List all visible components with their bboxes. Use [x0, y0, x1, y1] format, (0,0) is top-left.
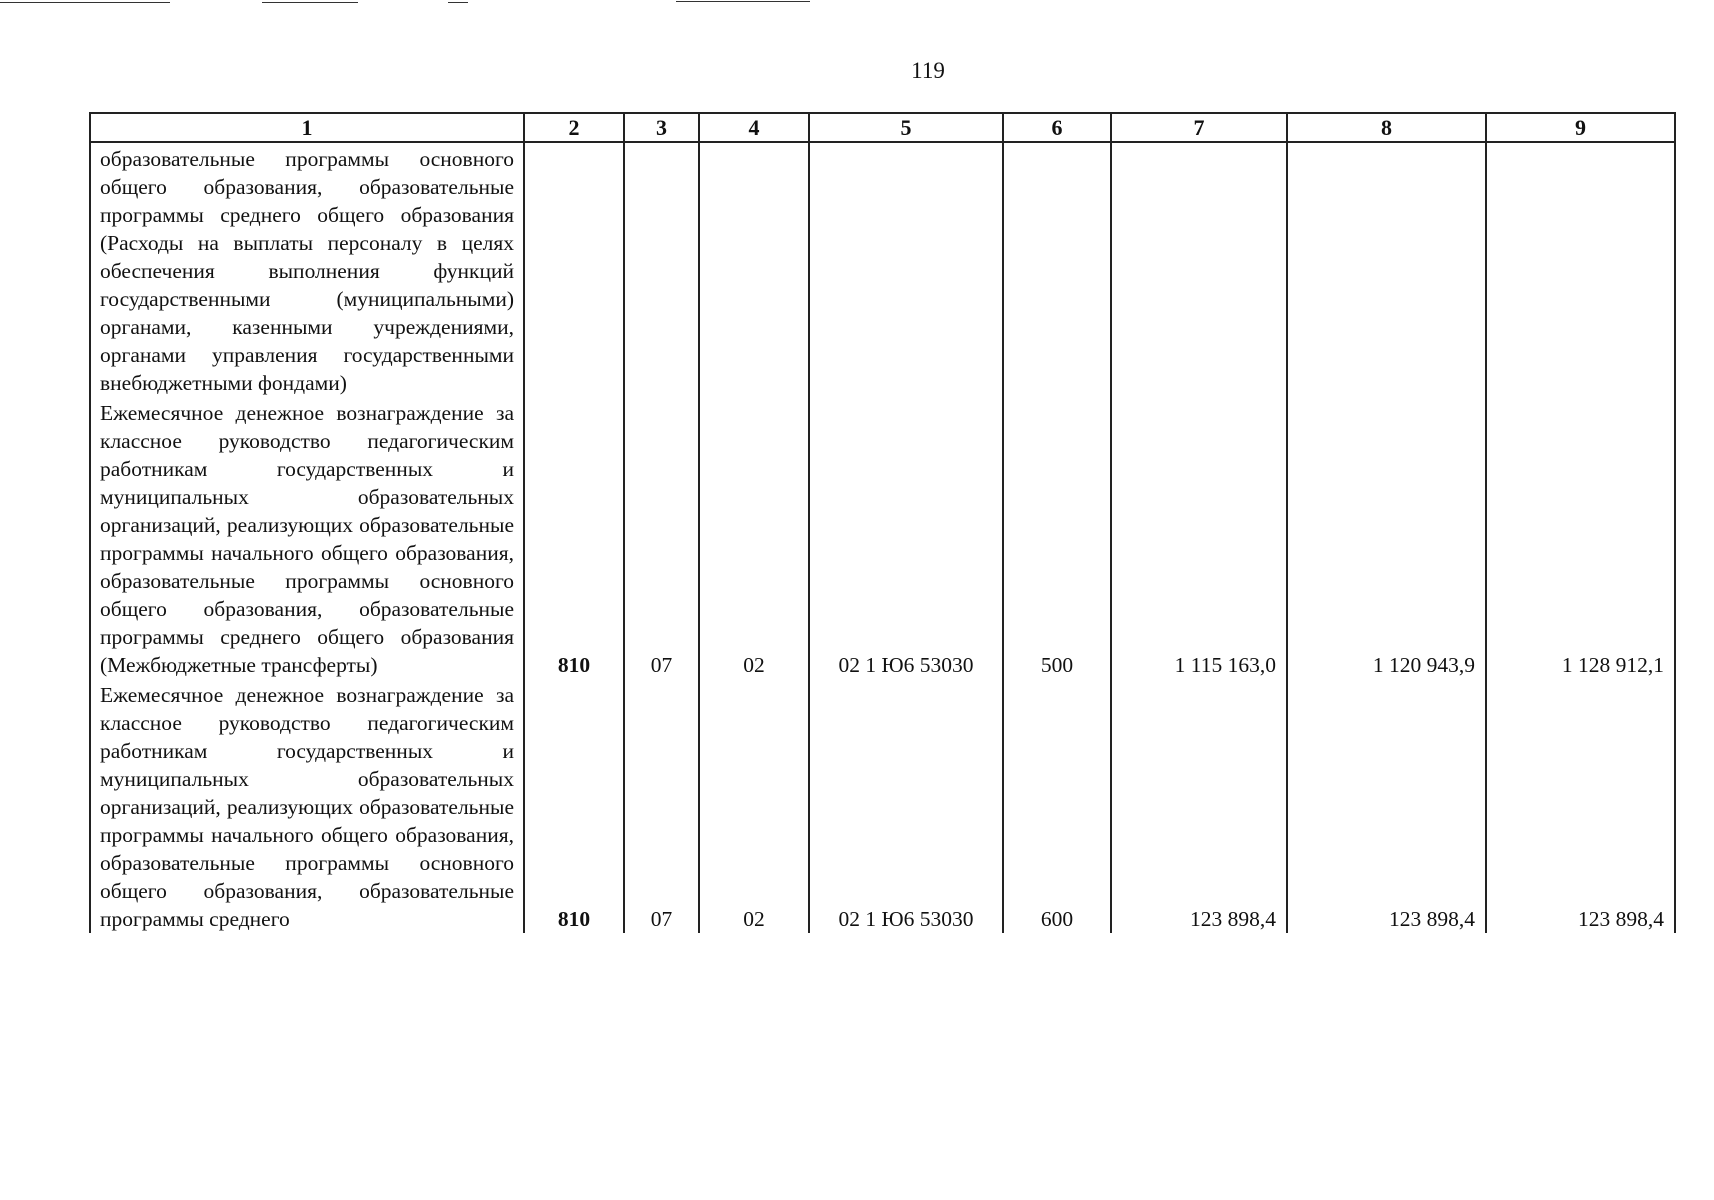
cell-value: 123 898,4 — [1486, 679, 1675, 933]
table-header-row — [90, 113, 1675, 142]
cell-value — [1287, 142, 1486, 397]
cell-value: 1 128 912,1 — [1486, 397, 1675, 679]
column-header: 8 — [1287, 113, 1486, 142]
cell-value — [699, 142, 809, 397]
column-header: 9 — [1486, 113, 1675, 142]
cell-value: 810 — [524, 679, 624, 933]
scan-artifact-line — [448, 2, 468, 3]
cell-value: 600 — [1003, 679, 1111, 933]
cell-value: 02 — [699, 679, 809, 933]
row-description — [90, 142, 524, 397]
cell-value — [1111, 142, 1287, 397]
table-row — [90, 142, 1675, 397]
cell-value: 07 — [624, 397, 699, 679]
description-text: Ежемесячное денежное вознаграждение за классное руководство педагогическим работникам государственных и муниципальных образовательных организаций, реализующих образовательные программы начального общего образования, образовательные программы основного общего образования, образовательные программы среднего — [100, 683, 514, 931]
row-description — [90, 397, 524, 679]
column-header: 7 — [1111, 113, 1287, 142]
cell-value — [524, 142, 624, 397]
description-text: образовательные программы основного общего образования, образовательные программы среднего общего образования (Расходы на выплаты персоналу в целях обеспечения выполнения функций государственными (муниципальными) органами, казенными учреждениями, органами управления государственными внебюджетными фондами) — [100, 147, 514, 395]
cell-value: 02 — [699, 397, 809, 679]
column-header: 2 — [524, 113, 624, 142]
cell-value — [1486, 142, 1675, 397]
cell-value: 123 898,4 — [1111, 679, 1287, 933]
scan-artifact-line — [0, 2, 170, 3]
cell-value: 07 — [624, 679, 699, 933]
cell-value: 123 898,4 — [1287, 679, 1486, 933]
cell-value: 02 1 Ю6 53030 — [809, 397, 1003, 679]
column-header: 3 — [624, 113, 699, 142]
cell-value: 1 120 943,9 — [1287, 397, 1486, 679]
column-header: 4 — [699, 113, 809, 142]
budget-table — [89, 112, 1676, 933]
table-row — [90, 679, 1675, 933]
description-text: Ежемесячное денежное вознаграждение за классное руководство педагогическим работникам государственных и муниципальных образовательных организаций, реализующих образовательные программы начального общего образования, образовательные программы основного общего образования, образовательные программы среднего общего образования (Межбюджетные трансферты) — [100, 401, 514, 677]
column-header: 5 — [809, 113, 1003, 142]
scan-artifact-line — [676, 1, 810, 2]
cell-value — [624, 142, 699, 397]
column-header: 1 — [90, 113, 524, 142]
row-description — [90, 679, 524, 933]
cell-value: 1 115 163,0 — [1111, 397, 1287, 679]
scan-artifact-line — [262, 2, 358, 3]
table-row — [90, 397, 1675, 679]
cell-value: 02 1 Ю6 53030 — [809, 679, 1003, 933]
cell-value — [1003, 142, 1111, 397]
cell-value — [809, 142, 1003, 397]
cell-value: 500 — [1003, 397, 1111, 679]
column-header: 6 — [1003, 113, 1111, 142]
page-number: 119 — [911, 58, 945, 83]
cell-value: 810 — [524, 397, 624, 679]
